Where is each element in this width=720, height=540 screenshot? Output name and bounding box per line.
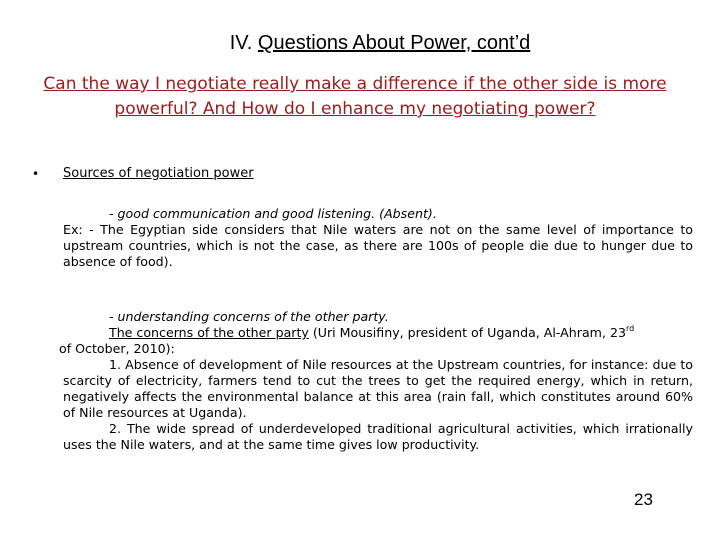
concerns-sup: rd <box>625 324 635 333</box>
concerns-label: The concerns of the other party <box>109 325 309 340</box>
item2-heading: - understanding concerns of the other party. <box>109 309 389 324</box>
concerns-source: (Uri Mousifiny, president of Uganda, Al-Ahram, 23 <box>308 325 626 340</box>
point-2: 2. The wide spread of underdeveloped traditional agricultural activities, which irrationally uses the Nile waters, and at the same time gives low productivity. <box>63 421 693 452</box>
bullet-marker: • <box>32 167 40 181</box>
concerns-line <box>63 325 693 341</box>
title-text: Questions About Power, cont’d <box>257 32 531 54</box>
point-1: 1. Absence of development of Nile resources at the Upstream countries, for instance: due to scarcity of electricity, farmers tend to cut the trees to get the required energy, which in return, negatively affects the environmental balance at this area (rain fall, which constitutes around 60% of Nile resources at Uganda). <box>63 357 693 420</box>
concerns-date: of October, 2010): <box>59 341 175 356</box>
question-heading: Can the way I negotiate really make a difference if the other side is more powerful? And How do I enhance my negotiating power? <box>43 74 667 119</box>
title-prefix: IV. <box>229 32 258 54</box>
item-concerns <box>59 309 693 453</box>
item1-example: Ex: - The Egyptian side considers that Nile waters are not on the same level of importance to upstream countries, which is not the case, as there are 100s of people die due to hunger due to absence of food). <box>63 222 693 269</box>
item-communication <box>63 206 693 270</box>
slide-title <box>0 30 720 56</box>
item1-heading: - good communication and good listening. (Absent). <box>109 206 437 221</box>
page-number: 23 <box>634 490 653 509</box>
sources-heading: Sources of negotiation power <box>63 166 254 181</box>
